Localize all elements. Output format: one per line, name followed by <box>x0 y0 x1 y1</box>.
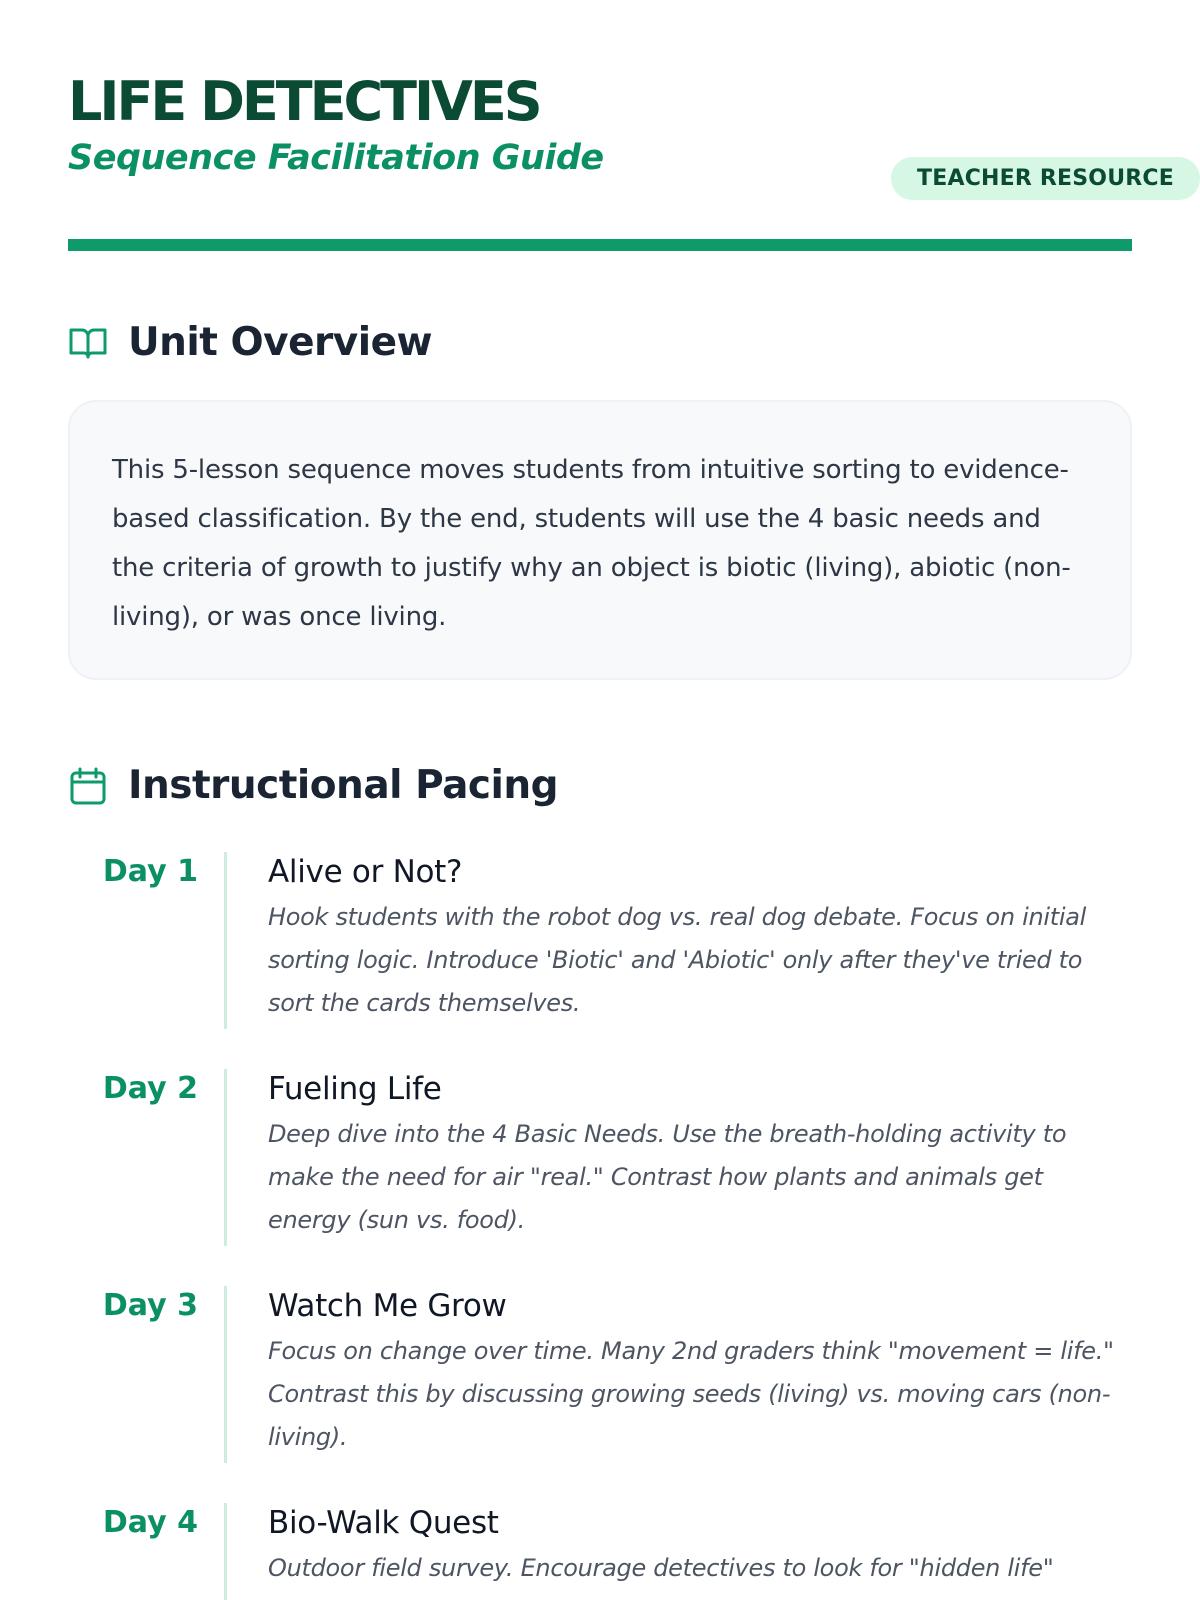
page-title: LIFE DETECTIVES <box>68 70 540 133</box>
day-title: Alive or Not? <box>268 854 463 890</box>
day-label: Day 2 <box>102 1071 198 1106</box>
day-row <box>68 1286 1132 1503</box>
day-label: Day 4 <box>102 1505 198 1540</box>
pacing-timeline <box>68 852 1132 1600</box>
unit-overview-heading <box>68 320 432 365</box>
day-label: Day 1 <box>102 854 198 889</box>
day-body <box>224 1069 1132 1246</box>
book-open-icon <box>68 323 108 363</box>
instructional-pacing-title: Instructional Pacing <box>128 763 559 808</box>
day-description: Hook students with the robot dog vs. real dog debate. Focus on initial sorting logic. Introduce 'Biotic' and 'Abiotic' only after they've tried to sort the cards themselves. <box>268 903 1086 1017</box>
day-title: Bio-Walk Quest <box>268 1505 499 1541</box>
day-description: Outdoor field survey. Encourage detectives to look for "hidden life" <box>268 1554 1054 1582</box>
page-subtitle: Sequence Facilitation Guide <box>68 138 604 178</box>
calendar-icon <box>68 766 108 806</box>
day-description: Deep dive into the 4 Basic Needs. Use the breath-holding activity to make the need for air "real." Contrast how plants and animals get energy (sun vs. food). <box>268 1120 1067 1234</box>
day-row <box>68 852 1132 1069</box>
day-row <box>68 1069 1132 1286</box>
day-body <box>224 852 1132 1029</box>
teacher-resource-badge: TEACHER RESOURCE <box>891 157 1200 200</box>
day-body <box>224 1503 1132 1600</box>
page-header <box>68 0 1132 178</box>
day-body <box>224 1286 1132 1463</box>
header-divider <box>68 239 1132 251</box>
unit-overview-title: Unit Overview <box>128 320 433 365</box>
day-title: Fueling Life <box>268 1071 442 1107</box>
day-title: Watch Me Grow <box>268 1288 507 1324</box>
instructional-pacing-heading <box>68 763 558 808</box>
unit-overview-text: This 5-lesson sequence moves students from intuitive sorting to evidence-based classification. By the end, students will use the 4 basic needs and the criteria of growth to justify why an object is biotic (living), abiotic (non-living), or was once living. <box>112 455 1071 632</box>
day-label: Day 3 <box>102 1288 198 1323</box>
day-description: Focus on change over time. Many 2nd graders think "movement = life." Contrast this by discussing growing seeds (living) vs. moving cars (non-living). <box>268 1337 1114 1451</box>
unit-overview-card <box>68 400 1132 680</box>
day-row <box>68 1503 1132 1600</box>
